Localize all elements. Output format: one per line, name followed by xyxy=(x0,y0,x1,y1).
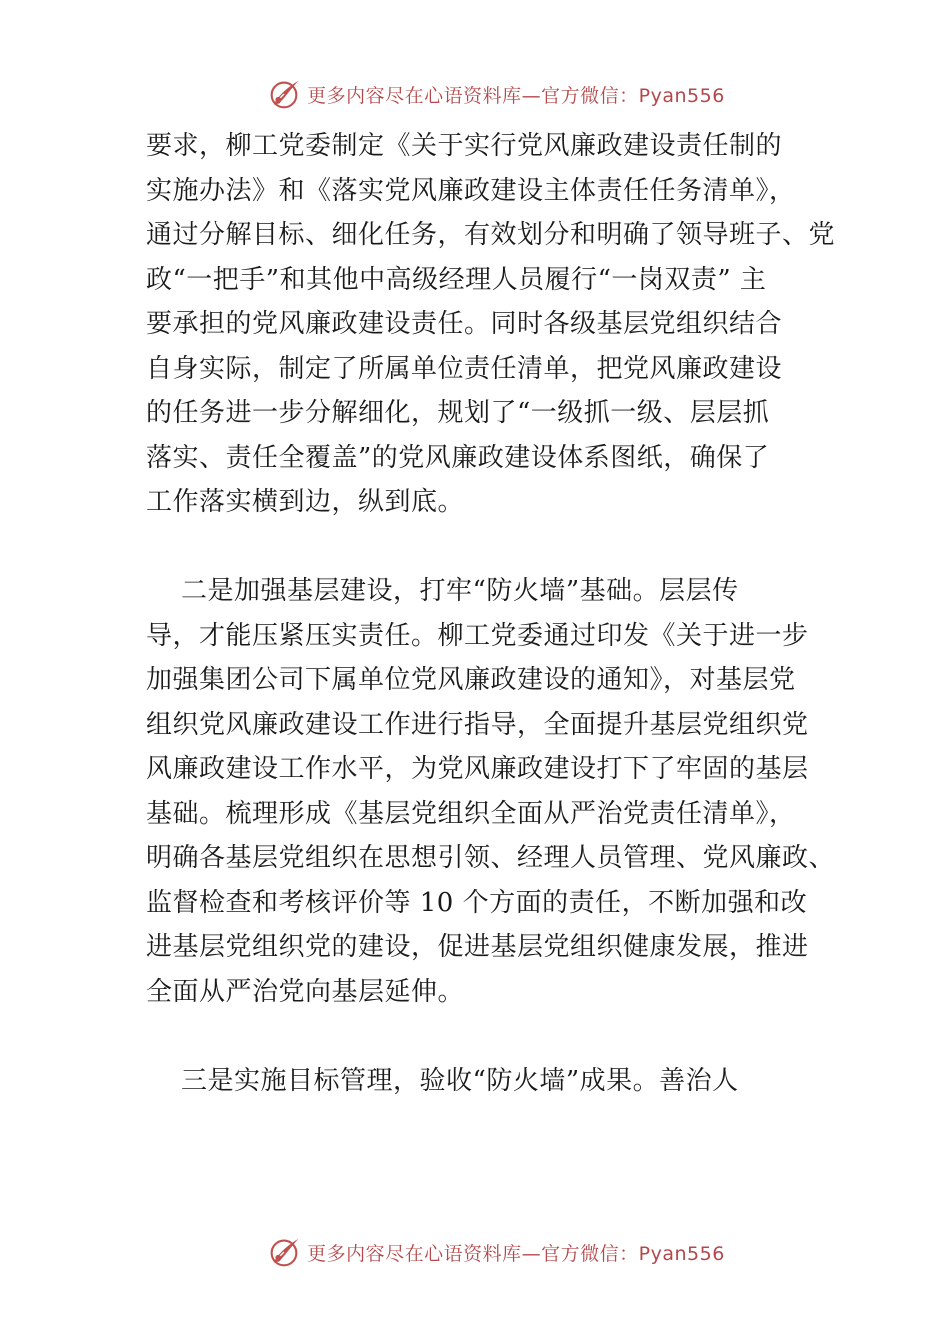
wechat-id: Pyan556 xyxy=(638,84,725,107)
text-line: 加强集团公司下属单位党风廉政建设的通知》，对基层党 xyxy=(146,665,796,695)
text-line: 要承担的党风廉政建设责任。同时各级基层党组织结合 xyxy=(146,309,783,339)
paragraph-gap xyxy=(146,1014,836,1059)
text-line: 组织党风廉政建设工作进行指导，全面提升基层党组织党 xyxy=(146,709,809,740)
header-banner xyxy=(0,74,950,114)
paragraph-2 xyxy=(146,569,836,1014)
text-line: 风廉政建设工作水平，为党风廉政建设打下了牢固的基层 xyxy=(146,754,809,784)
text-line: 的任务进一步分解细化，规划了“一级抓一级、层层抓 xyxy=(146,398,770,428)
wechat-id: Pyan556 xyxy=(638,1242,725,1265)
text-line: 落实、责任全覆盖”的党风廉政建设体系图纸，确保了 xyxy=(146,442,770,473)
text-line: 自身实际，制定了所属单位责任清单，把党风廉政建设 xyxy=(146,353,783,384)
text-line: 明确各基层党组织在思想引领、经理人员管理、党风廉政、 xyxy=(146,843,836,873)
paragraph-gap xyxy=(146,525,836,570)
text-line: 全面从严治党向基层延伸。 xyxy=(146,976,465,1007)
footer-banner xyxy=(0,1232,950,1272)
text-line: 实施办法》和《落实党风廉政建设主体责任任务清单》， xyxy=(146,175,796,206)
text-line: 政“一把手”和其他中高级经理人员履行“一岗双责” 主 xyxy=(146,264,767,295)
text-line: 三是实施目标管理，验收“防火墙”成果。善治人 xyxy=(146,1065,739,1096)
text-line: 监督检查和考核评价等 10 个方面的责任，不断加强和改 xyxy=(146,887,808,918)
paragraph-3 xyxy=(146,1059,836,1104)
text-line: 工作落实横到边，纵到底。 xyxy=(146,487,465,517)
paragraph-1 xyxy=(146,124,836,525)
text-line: 导，才能压紧压实责任。柳工党委通过印发《关于进一步 xyxy=(146,620,809,651)
text-line: 要求，柳工党委制定《关于实行党风廉政建设责任制的 xyxy=(146,131,783,161)
quill-logo-icon xyxy=(265,75,303,113)
quill-logo-icon xyxy=(265,1233,303,1271)
text-line: 二是加强基层建设，打牢“防火墙”基础。层层传 xyxy=(146,576,739,606)
text-line: 进基层党组织党的建设，促进基层党组织健康发展，推进 xyxy=(146,932,809,962)
banner-text: 更多内容尽在心语资料库—官方微信： xyxy=(307,84,639,107)
text-line: 基础。梳理形成《基层党组织全面从严治党责任清单》， xyxy=(146,798,796,829)
text-line: 通过分解目标、细化任务，有效划分和明确了领导班子、党 xyxy=(146,220,836,250)
document-body xyxy=(146,124,836,1103)
banner-text: 更多内容尽在心语资料库—官方微信： xyxy=(307,1242,639,1265)
